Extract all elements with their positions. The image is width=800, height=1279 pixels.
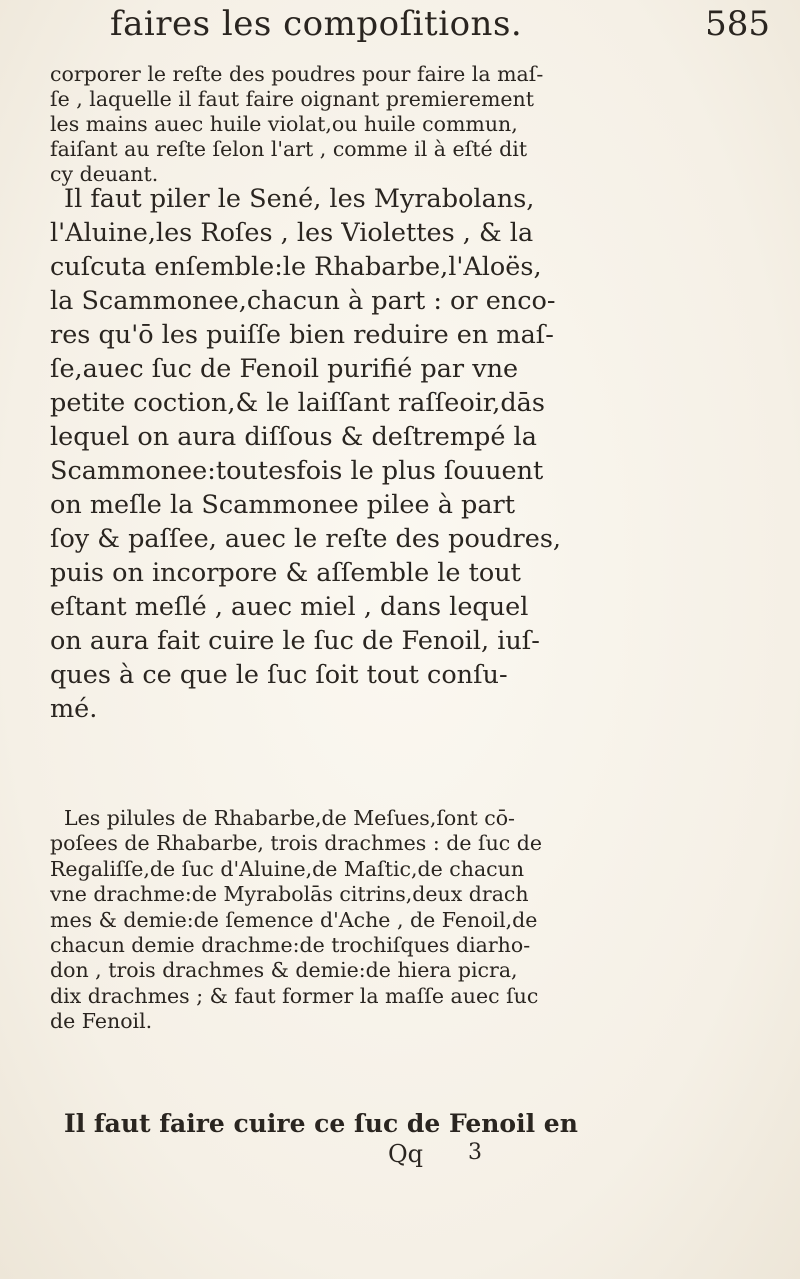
- text-line: la Scammonee,chacun à part : or enco-: [50, 286, 556, 316]
- paragraph-final-line: [50, 1109, 770, 1139]
- text-line: corporer le reſte des poudres pour faire la maſ-: [50, 62, 544, 86]
- text-line: ſe , laquelle il faut faire oignant premierement: [50, 87, 535, 111]
- signature-number: 3: [468, 1140, 482, 1165]
- running-head-title: faires les compoſitions.: [110, 4, 523, 44]
- paragraph-recipe: [50, 806, 770, 1035]
- text-line: cy deuant.: [50, 162, 159, 186]
- text-line: petite coction,& le laiſſant raſſeoir,dās: [50, 388, 545, 418]
- text-line: eſtant meſlé , auec miel , dans lequel: [50, 592, 529, 622]
- text-line: ſoy & paſſee, auec le reſte des poudres,: [50, 524, 562, 554]
- text-line: cuſcuta enſemble:le Rhabarbe,l'Aloës,: [50, 252, 542, 282]
- text-line: Les pilules de Rhabarbe,de Meſues,ſont cō-: [64, 806, 515, 830]
- text-line: l'Aluine,les Roſes , les Violettes , & la: [50, 218, 534, 248]
- text-line: res qu'ō les puiſſe bien reduire en maſ-: [50, 320, 554, 350]
- text-line: Regaliſſe,de ſuc d'Aluine,de Maſtic,de chacun: [50, 856, 525, 881]
- signature-mark: Qq: [388, 1140, 424, 1168]
- text-line: Il faut faire cuire ce ſuc de Fenoil en: [64, 1109, 578, 1138]
- paragraph-large-type: [50, 182, 770, 726]
- text-line: ques à ce que le ſuc ſoit tout conſu-: [50, 660, 508, 690]
- text-line: mé.: [50, 694, 98, 724]
- text-line: poſees de Rhabarbe, trois drachmes : de ſuc de: [50, 831, 543, 856]
- text-line: chacun demie drachme:de trochiſques diarho-: [50, 933, 531, 958]
- text-line: puis on incorpore & aſſemble le tout: [50, 558, 521, 588]
- text-line: lequel on aura diſſous & deſtrempé la: [50, 422, 537, 452]
- text-line: don , trois drachmes & demie:de hiera picra,: [50, 958, 518, 983]
- page-footer: [0, 1140, 800, 1180]
- text-line: dix drachmes ; & faut former la maſſe auec ſuc: [50, 983, 539, 1008]
- text-line: on meſle la Scammonee pilee à part: [50, 490, 515, 520]
- text-line: Il faut piler le Sené, les Myrabolans,: [64, 184, 535, 214]
- text-line: ſe,auec ſuc de Fenoil purifié par vne: [50, 354, 519, 384]
- paragraph-continuation: [50, 62, 770, 187]
- text-line: de Fenoil.: [50, 1009, 153, 1034]
- text-line: les mains auec huile violat,ou huile commun,: [50, 112, 518, 136]
- text-line: mes & demie:de ſemence d'Ache , de Fenoil,de: [50, 907, 538, 932]
- text-line: Scammonee:toutesfois le plus ſouuent: [50, 456, 544, 486]
- text-line: on aura fait cuire le ſuc de Fenoil, iuſ-: [50, 626, 540, 656]
- running-head: [110, 4, 780, 60]
- text-line: faiſant au reſte ſelon l'art , comme il à eſté dit: [50, 137, 528, 161]
- text-line: vne drachme:de Myrabolās citrins,deux drach: [50, 882, 529, 907]
- page-number: 585: [705, 4, 770, 44]
